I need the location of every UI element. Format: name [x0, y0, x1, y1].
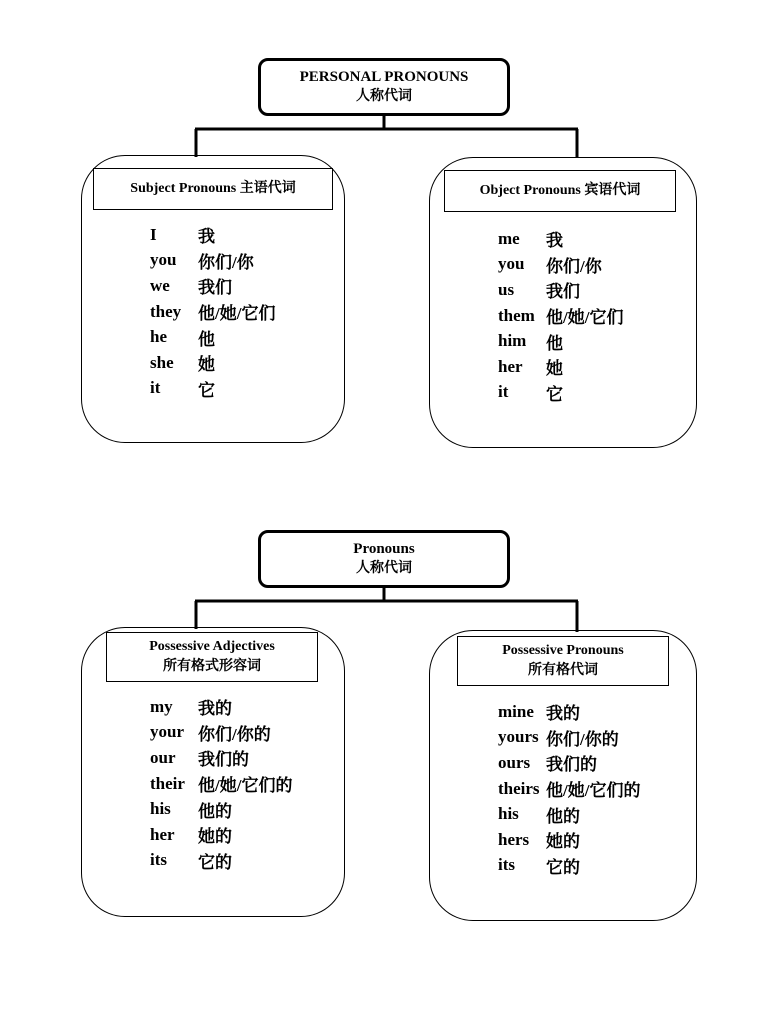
- title-chinese: 人称代词: [356, 561, 412, 576]
- pronoun-english: us: [498, 279, 515, 299]
- pronoun-english: mine: [498, 701, 534, 721]
- list-item: [498, 801, 640, 827]
- heading-text: Subject Pronouns 主语代词: [130, 181, 296, 196]
- title-english: Pronouns: [353, 541, 415, 557]
- possessive-pronouns-heading: [457, 636, 669, 686]
- pronoun-chinese: 我们的: [198, 750, 249, 770]
- pronoun-chinese: 我的: [546, 704, 580, 724]
- heading-text-chinese: 所有格式形容词: [163, 659, 261, 674]
- pronoun-english: her: [150, 824, 175, 844]
- possessive-pronouns-list: [498, 699, 640, 878]
- pronoun-english: you: [498, 254, 525, 274]
- pronoun-chinese: 他的: [198, 801, 232, 821]
- pronoun-english: ours: [498, 752, 531, 772]
- pronoun-english: it: [150, 378, 161, 398]
- pronoun-chinese: 你们/你: [546, 256, 602, 276]
- list-item: [150, 376, 275, 402]
- pronoun-chinese: 我们的: [546, 755, 597, 775]
- pronoun-chinese: 它的: [198, 852, 232, 872]
- list-item: [498, 354, 623, 380]
- pronoun-english: my: [150, 696, 173, 716]
- list-item: [150, 720, 292, 746]
- pronoun-english: hers: [498, 829, 530, 849]
- heading-text-english: Possessive Adjectives: [149, 639, 275, 654]
- pronoun-chinese: 它的: [546, 857, 580, 877]
- list-item: [498, 328, 623, 354]
- list-item: [498, 750, 640, 776]
- list-item: [150, 248, 275, 274]
- pronoun-english: she: [150, 352, 174, 372]
- pronoun-chinese: 他/她/它们的: [546, 781, 641, 801]
- pronoun-english: his: [150, 799, 171, 819]
- pronoun-chinese: 他/她/它们: [546, 308, 624, 328]
- list-item: [498, 725, 640, 751]
- list-item: [150, 848, 292, 874]
- pronoun-chinese: 他: [198, 329, 215, 349]
- pronouns-title-box: [258, 530, 510, 588]
- list-item: [498, 380, 623, 406]
- list-item: [498, 277, 623, 303]
- pronoun-chinese: 他/她/它们的: [198, 776, 293, 796]
- pronoun-chinese: 他的: [546, 806, 580, 826]
- pronoun-english: we: [150, 275, 170, 295]
- pronoun-chinese: 他/她/它们: [198, 304, 276, 324]
- pronoun-english: your: [150, 722, 184, 742]
- pronoun-chinese: 我们: [546, 282, 580, 302]
- pronoun-chinese: 我: [198, 227, 215, 247]
- subject-pronouns-list: [150, 222, 275, 401]
- list-item: [150, 222, 275, 248]
- pronoun-english: them: [498, 305, 535, 325]
- pronoun-chinese: 我们: [198, 278, 232, 298]
- object-pronouns-list: [498, 226, 623, 405]
- pronoun-english: he: [150, 327, 167, 347]
- pronoun-english: yours: [498, 727, 539, 747]
- pronoun-chinese: 它: [198, 380, 215, 400]
- personal-pronouns-title-box: [258, 58, 510, 116]
- pronoun-english: me: [498, 228, 520, 248]
- pronoun-chinese: 我的: [198, 699, 232, 719]
- list-item: [150, 299, 275, 325]
- list-item: [150, 822, 292, 848]
- pronoun-english: it: [498, 382, 509, 402]
- pronoun-chinese: 它: [546, 384, 563, 404]
- heading-text: Object Pronouns 宾语代词: [479, 183, 641, 198]
- heading-text-english: Possessive Pronouns: [502, 643, 624, 658]
- list-item: [150, 324, 275, 350]
- pronoun-chinese: 你们/你: [198, 252, 254, 272]
- pronoun-chinese: 她: [546, 359, 563, 379]
- possessive-adjectives-heading: [106, 632, 318, 682]
- pronoun-english: their: [150, 773, 185, 793]
- pronoun-chinese: 她的: [546, 832, 580, 852]
- pronoun-chinese: 我: [546, 231, 563, 251]
- list-item: [498, 252, 623, 278]
- pronoun-english: you: [150, 250, 177, 270]
- pronoun-english: him: [498, 331, 527, 351]
- list-item: [498, 776, 640, 802]
- subject-pronouns-heading: [93, 168, 333, 210]
- pronoun-english: her: [498, 356, 523, 376]
- pronoun-chinese: 她: [198, 355, 215, 375]
- list-item: [150, 350, 275, 376]
- list-item: [150, 273, 275, 299]
- list-item: [150, 771, 292, 797]
- title-chinese: 人称代词: [356, 89, 412, 104]
- pronoun-chinese: 她的: [198, 827, 232, 847]
- list-item: [498, 827, 640, 853]
- pronoun-english: its: [150, 850, 167, 870]
- pronoun-chinese: 你们/你的: [198, 724, 271, 744]
- pronoun-english: theirs: [498, 778, 540, 798]
- pronoun-english: I: [150, 224, 157, 244]
- list-item: [150, 745, 292, 771]
- heading-text-chinese: 所有格代词: [528, 663, 598, 678]
- title-english: PERSONAL PRONOUNS: [299, 69, 469, 85]
- list-item: [150, 694, 292, 720]
- list-item: [150, 796, 292, 822]
- possessive-adjectives-list: [150, 694, 292, 873]
- list-item: [498, 853, 640, 879]
- list-item: [498, 226, 623, 252]
- pronoun-english: his: [498, 804, 519, 824]
- pronoun-chinese: 你们/你的: [546, 729, 619, 749]
- pronoun-english: they: [150, 301, 182, 321]
- pronoun-english: its: [498, 855, 515, 875]
- list-item: [498, 303, 623, 329]
- pronoun-english: our: [150, 747, 176, 767]
- pronoun-chinese: 他: [546, 333, 563, 353]
- object-pronouns-heading: [444, 170, 676, 212]
- list-item: [498, 699, 640, 725]
